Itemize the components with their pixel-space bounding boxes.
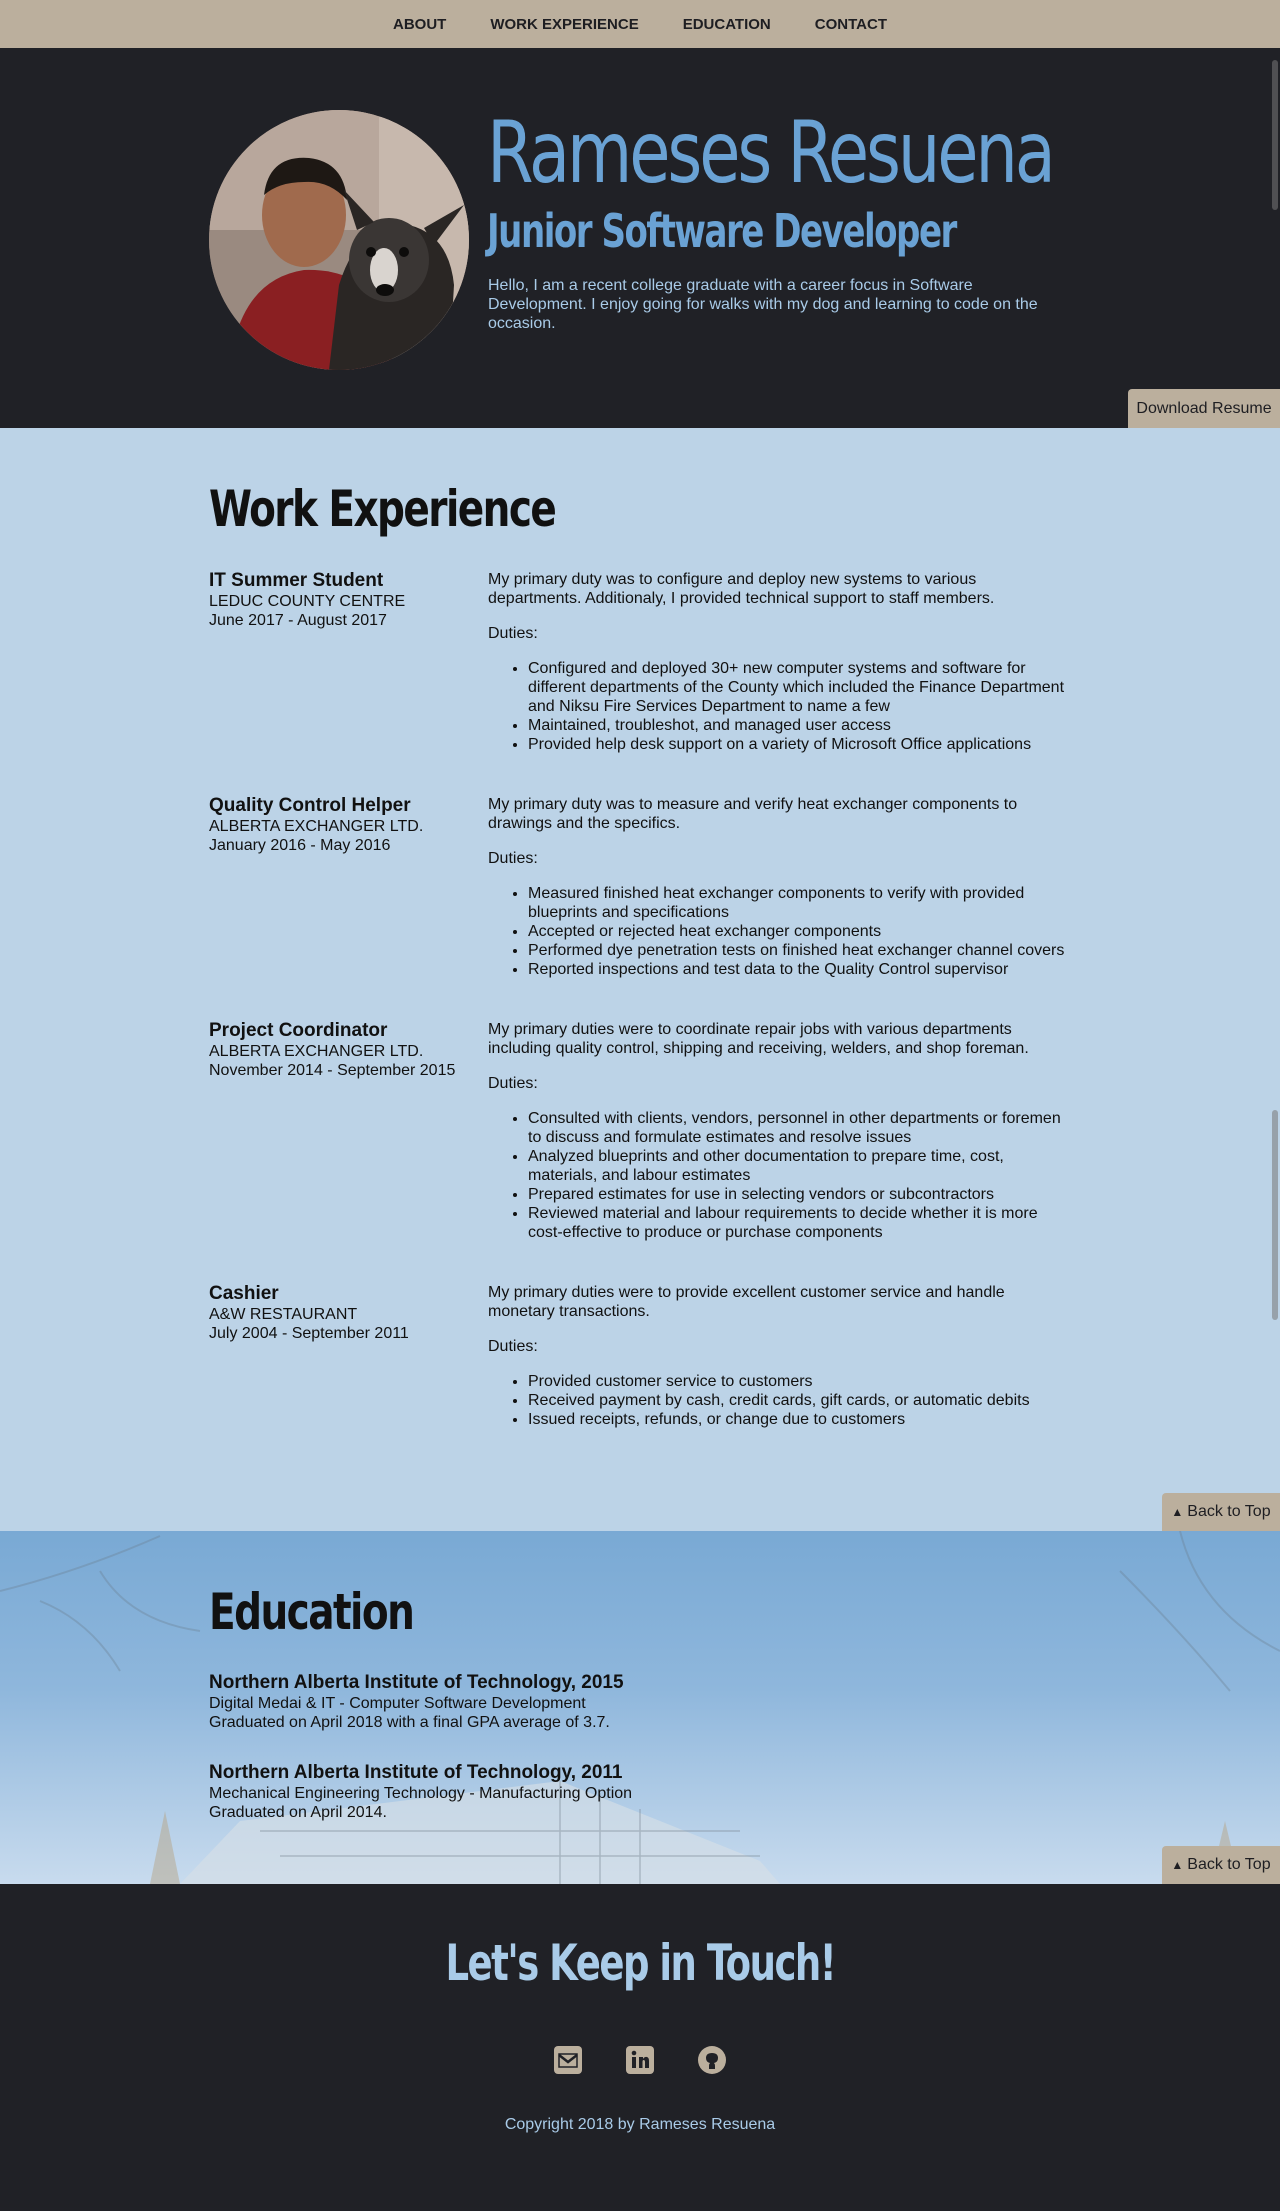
duty-item: • Accepted or rejected heat exchanger components: [528, 922, 1068, 941]
duty-item: • Configured and deployed 30+ new computer systems and software for different departments of the County which included the Finance Department and Niksu Fire Services Department to name a few: [528, 659, 1068, 716]
job-dates: January 2016 - May 2016: [209, 837, 391, 854]
job-company: ALBERTA EXCHANGER LTD.: [209, 1043, 424, 1060]
back-to-top-label: Back to Top: [1187, 1503, 1271, 1520]
duties-label: Duties:: [488, 850, 538, 867]
linkedin-icon[interactable]: [624, 2044, 656, 2076]
hero-title: Junior Software Developer: [487, 204, 956, 258]
job-company: A&W RESTAURANT: [209, 1306, 358, 1323]
graduation-note: Graduated on April 2014.: [209, 1804, 387, 1821]
duty-item: • Provided customer service to customers: [528, 1372, 1068, 1391]
duties-list: [528, 1109, 1068, 1242]
chevron-up-icon: ▲: [1171, 1505, 1184, 1519]
hero-name: Rameses Resuena: [487, 103, 1053, 203]
work-experience-section: [0, 428, 1280, 1531]
job-summary: My primary duty was to measure and verify heat exchanger components to drawings and the specifics.: [488, 796, 1018, 832]
scrollbar-thumb[interactable]: [1272, 60, 1278, 210]
chevron-up-icon: ▲: [1171, 1858, 1184, 1872]
job-summary: My primary duties were to provide excellent customer service and handle monetary transactions.: [488, 1284, 1005, 1320]
back-to-top-label: Back to Top: [1187, 1856, 1271, 1873]
duty-item: • Performed dye penetration tests on finished heat exchanger channel covers: [528, 941, 1068, 960]
job-summary: My primary duties were to coordinate repair jobs with various departments including quality control, shipping and receiving, welders, and shop foreman.: [488, 1021, 1029, 1057]
program-name: Mechanical Engineering Technology - Manufacturing Option: [209, 1785, 633, 1802]
job-company: LEDUC COUNTY CENTRE: [209, 593, 406, 610]
job-dates: November 2014 - September 2015: [209, 1062, 456, 1079]
duties-list: [528, 659, 1068, 754]
job-company: ALBERTA EXCHANGER LTD.: [209, 818, 424, 835]
hero-bio: Hello, I am a recent college graduate with a career focus in Software Development. I enjoy going for walks with my dog and learning to code on the occasion.: [488, 277, 1038, 332]
back-to-top-button[interactable]: [1162, 1846, 1280, 1884]
campus-background-image: [0, 1531, 1280, 1884]
duties-label: Duties:: [488, 1338, 538, 1355]
copyright-text: Copyright 2018 by Rameses Resuena: [504, 2116, 776, 2133]
nav-work-experience[interactable]: WORK EXPERIENCE: [490, 15, 639, 33]
contact-heading: Let's Keep in Touch!: [445, 1934, 835, 1992]
back-to-top-button[interactable]: [1162, 1493, 1280, 1531]
duty-item: • Consulted with clients, vendors, personnel in other departments or foremen to discuss and formulate estimates and resolve issues: [528, 1109, 1068, 1147]
duty-item: • Provided help desk support on a variety of Microsoft Office applications: [528, 735, 1068, 754]
nav-education[interactable]: EDUCATION: [682, 15, 771, 33]
job-title: IT Summer Student: [209, 570, 384, 591]
nav-about[interactable]: ABOUT: [393, 15, 447, 33]
avatar: [209, 110, 469, 370]
duties-label: Duties:: [488, 1075, 538, 1092]
education-section: [0, 1531, 1280, 1884]
duties-list: [528, 1372, 1068, 1429]
top-nav: [0, 0, 1280, 48]
envelope-icon[interactable]: [552, 2044, 584, 2076]
job-summary: My primary duty was to configure and deploy new systems to various departments. Additionaly, I provided technical support to staff members.: [488, 571, 995, 607]
program-name: Digital Medai & IT - Computer Software Development: [209, 1695, 586, 1712]
duties-list: [528, 884, 1068, 979]
duty-item: • Measured finished heat exchanger components to verify with provided blueprints and specifications: [528, 884, 1068, 922]
duty-item: • Analyzed blueprints and other documentation to prepare time, cost, materials, and labour estimates: [528, 1147, 1068, 1185]
hero-section: [0, 48, 1280, 428]
job-title: Project Coordinator: [209, 1020, 388, 1041]
graduation-note: Graduated on April 2018 with a final GPA average of 3.7.: [209, 1714, 610, 1731]
duty-item: • Prepared estimates for use in selecting vendors or subcontractors: [528, 1185, 1068, 1204]
education-entry: [209, 1672, 624, 1732]
duty-item: • Maintained, troubleshot, and managed user access: [528, 716, 1068, 735]
social-icons: [0, 2044, 1280, 2076]
duties-label: Duties:: [488, 625, 538, 642]
duty-item: • Received payment by cash, credit cards, gift cards, or automatic debits: [528, 1391, 1068, 1410]
duty-item: • Reported inspections and test data to the Quality Control supervisor: [528, 960, 1068, 979]
scrollbar-thumb[interactable]: [1272, 1110, 1278, 1320]
school-name: Northern Alberta Institute of Technology, 2011: [209, 1762, 623, 1783]
job-title: Quality Control Helper: [209, 795, 411, 816]
duty-item: • Reviewed material and labour requirements to decide whether it is more cost-effective to produce or purchase components: [528, 1204, 1068, 1242]
job-title: Cashier: [209, 1283, 279, 1304]
job-dates: July 2004 - September 2011: [209, 1325, 409, 1342]
download-resume-button[interactable]: Download Resume: [1128, 389, 1280, 428]
job-dates: June 2017 - August 2017: [209, 612, 387, 629]
school-name: Northern Alberta Institute of Technology, 2015: [209, 1672, 624, 1693]
profile-photo: [209, 110, 469, 370]
nav-contact[interactable]: CONTACT: [814, 15, 887, 33]
education-heading: Education: [209, 1583, 414, 1641]
github-icon[interactable]: [696, 2044, 728, 2076]
contact-footer: [0, 1884, 1280, 2211]
duty-item: • Issued receipts, refunds, or change due to customers: [528, 1410, 1068, 1429]
work-heading: Work Experience: [209, 480, 556, 538]
education-entry: [209, 1762, 632, 1822]
